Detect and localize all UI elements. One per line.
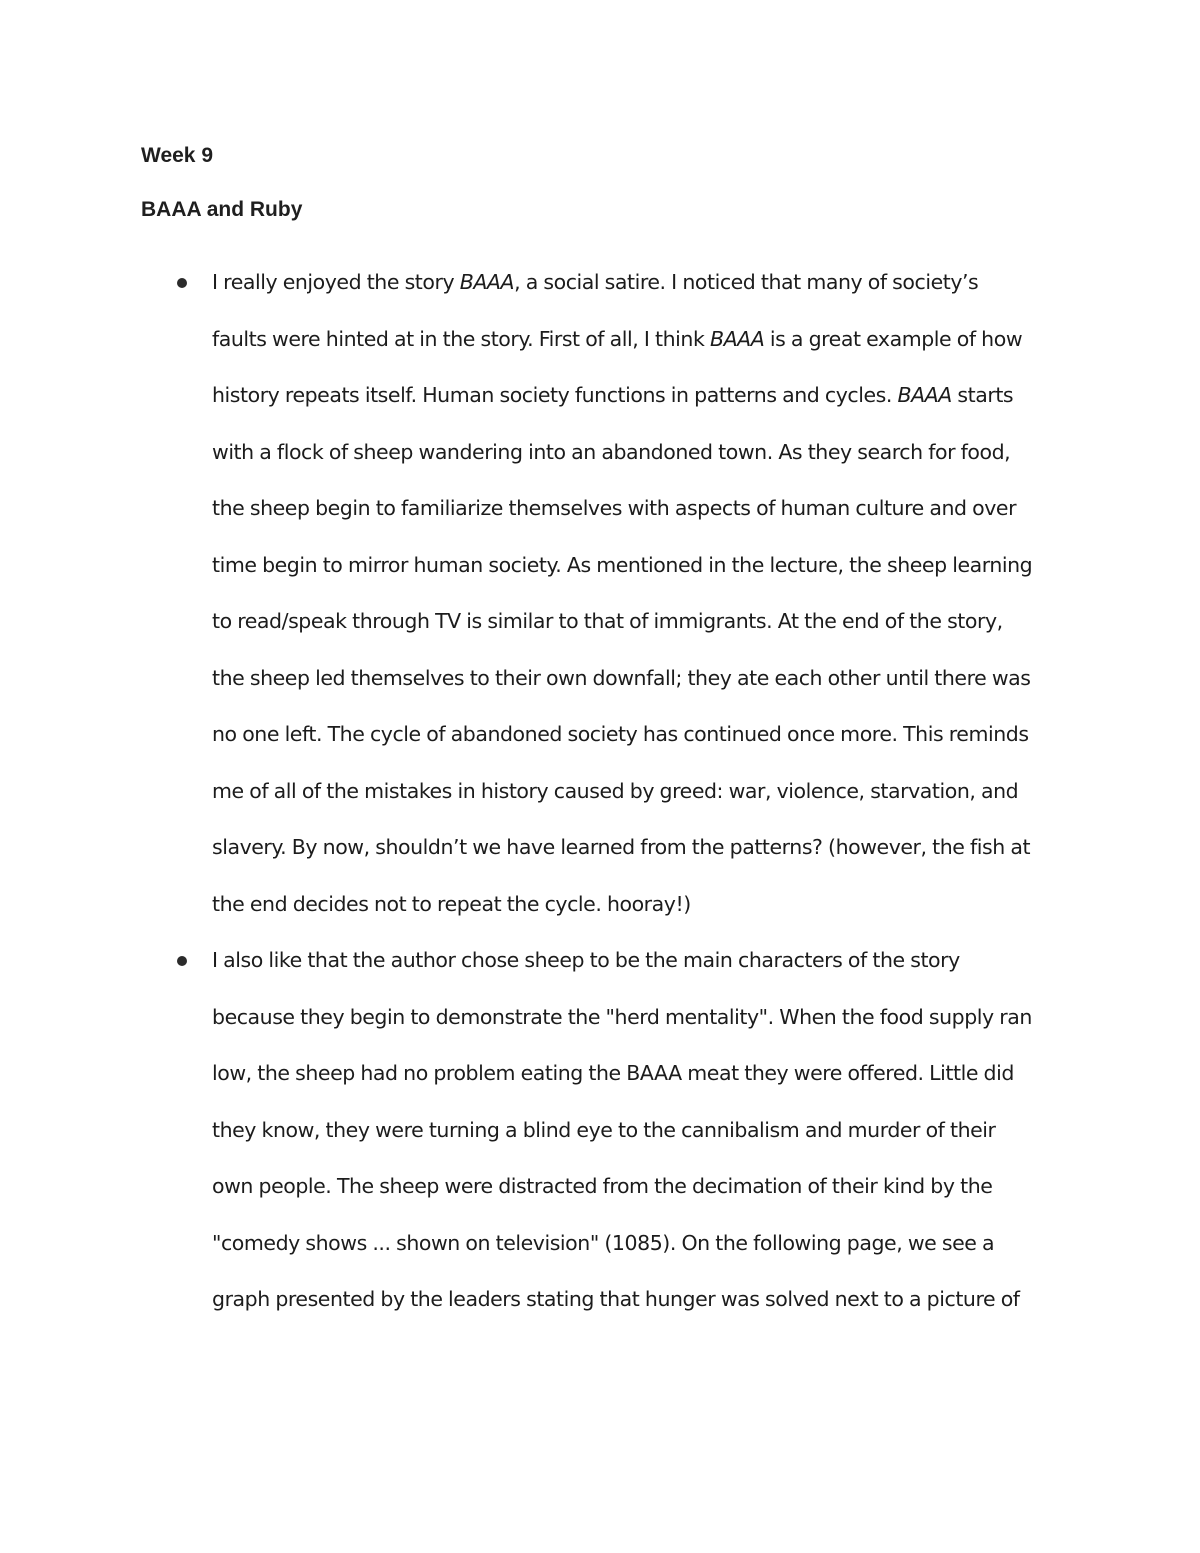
text-line [212,1158,1092,1215]
text-run: own people. The sheep were distracted from the decimation of their kind by the [212,1174,993,1198]
text-line [212,650,1092,707]
text-line [212,1215,1092,1272]
text-line [212,254,1092,311]
text-run: slavery. By now, shouldn’t we have learned from the patterns? (however, the fish at [212,835,1031,859]
text-run: me of all of the mistakes in history caused by greed: war, violence, starvation, and [212,778,1019,803]
text-run: faults were hinted at in the story. First of all, I think [212,326,710,351]
text-line [212,537,1092,594]
story-heading: BAAA and Ruby [141,198,303,221]
text-run: because they begin to demonstrate the "herd mentality". When the food supply ran [212,1004,1032,1029]
text-run: graph presented by the leaders stating that hunger was solved next to a picture of [212,1287,1020,1311]
text-run: I really enjoyed the story [212,270,460,294]
text-run: is a great example of how [764,326,1023,351]
italic-title: BAAA [897,383,952,407]
text-run: , a social satire. I noticed that many of society’s [514,270,979,294]
text-line [212,480,1092,537]
text-run: with a flock of sheep wandering into an abandoned town. As they search for food, [212,439,1011,464]
text-line [212,819,1092,876]
text-run: history repeats itself. Human society functions in patterns and cycles. [212,383,898,407]
bullet-dot-icon [177,278,187,288]
bullet-item [0,932,1200,1328]
bullet-text [212,932,1092,1328]
text-line [212,876,1092,933]
text-line [212,311,1092,368]
text-line [212,1045,1092,1102]
text-run: I also like that the author chose sheep to be the main characters of the story [212,948,960,972]
text-run: starts [951,383,1014,407]
text-run: the sheep begin to familiarize themselves with aspects of human culture and over [212,496,1017,520]
text-run: the end decides not to repeat the cycle. hooray!) [212,891,691,916]
text-run: low, the sheep had no problem eating the BAAA meat they were offered. Little did [212,1061,1014,1085]
text-run: the sheep led themselves to their own downfall; they ate each other until there was [212,665,1031,690]
italic-title: BAAA [459,270,515,294]
bullet-list [0,254,1200,1328]
text-run: "comedy shows ... shown on television" (1085). On the following page, we see a [212,1230,995,1255]
italic-title: BAAA [709,326,765,351]
text-line [212,1271,1092,1328]
text-run: no one left. The cycle of abandoned society has continued once more. This reminds [212,722,1029,746]
text-run: time begin to mirror human society. As mentioned in the lecture, the sheep learning [212,552,1033,577]
week-heading: Week 9 [141,144,213,167]
text-line [212,932,1092,989]
bullet-item [0,254,1200,932]
text-line [212,593,1092,650]
text-line [212,763,1092,820]
text-line [212,367,1092,424]
bullet-dot-icon [177,956,187,966]
text-line [212,424,1092,481]
text-run: they know, they were turning a blind eye to the cannibalism and murder of their [212,1117,996,1142]
bullet-text [212,254,1092,932]
text-line [212,706,1092,763]
text-line [212,989,1092,1046]
text-line [212,1102,1092,1159]
text-run: to read/speak through TV is similar to that of immigrants. At the end of the story, [212,609,1003,633]
